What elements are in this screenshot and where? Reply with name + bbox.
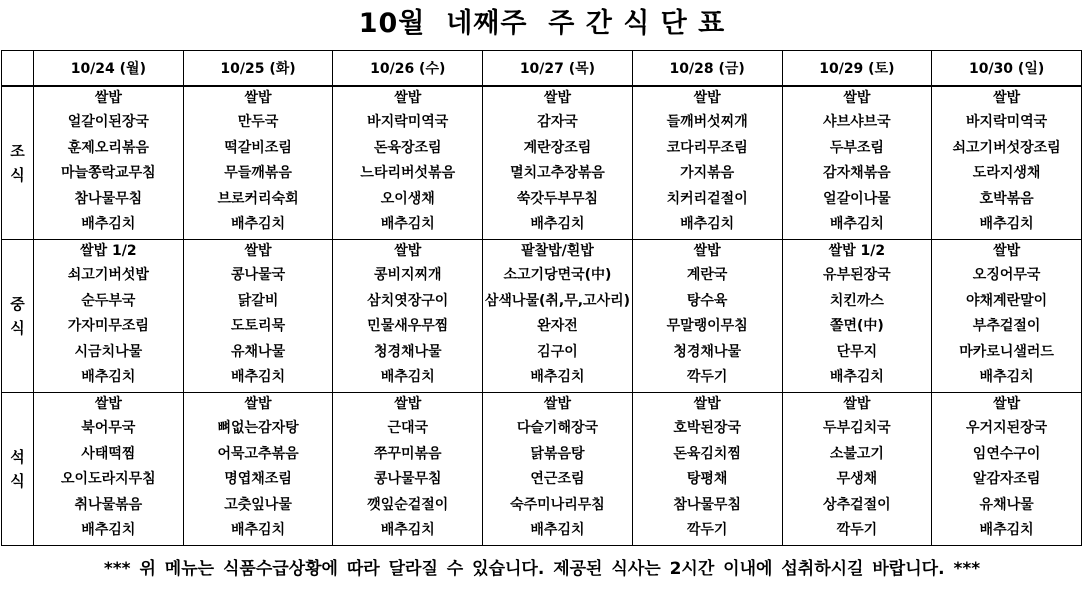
meal-label-char: 석 — [10, 448, 25, 466]
menu-item: 브로커리숙회 — [217, 190, 299, 207]
menu-item: 쌀밥 — [843, 396, 871, 412]
menu-item: 삼치엿장구이 — [367, 292, 449, 309]
menu-item: 고춧잎나물 — [224, 496, 292, 513]
menu-item: 만두국 — [237, 114, 279, 130]
menu-item: 계란장조림 — [523, 139, 592, 156]
menu-item: 콩나물무침 — [373, 471, 442, 487]
menu-item: 김구이 — [537, 343, 578, 360]
menu-cell — [782, 240, 932, 393]
breakfast-label — [2, 86, 34, 240]
menu-item: 멸치고추장볶음 — [510, 165, 605, 181]
menu-item: 배추김치 — [829, 216, 884, 232]
menu-cell — [333, 393, 483, 546]
day-header: 10/26 (수) — [333, 51, 483, 87]
menu-item: 깍두기 — [686, 369, 728, 385]
menu-item: 호박된장국 — [673, 420, 741, 436]
menu-item: 쌀밥 — [693, 243, 721, 259]
menu-item: 도토리묵 — [231, 318, 286, 334]
menu-item: 배추김치 — [829, 369, 884, 385]
menu-item: 취나물볶음 — [74, 496, 143, 513]
breakfast-row — [2, 86, 1082, 240]
menu-item: 쌀밥 — [94, 90, 122, 106]
menu-cell — [632, 240, 782, 393]
menu-item: 오이도라지무침 — [61, 471, 156, 487]
menu-item: 마카로니샐러드 — [959, 343, 1054, 360]
menu-item: 배추김치 — [81, 369, 136, 385]
menu-item: 배추김치 — [81, 522, 136, 538]
menu-item: 배추김치 — [81, 216, 136, 232]
menu-item: 쌀밥 — [244, 243, 272, 259]
menu-item: 깍두기 — [686, 522, 728, 538]
menu-item: 얼갈이나물 — [823, 190, 891, 207]
menu-item: 우거지된장국 — [966, 420, 1048, 436]
menu-item: 배추김치 — [530, 522, 585, 538]
day-header: 10/29 (토) — [782, 51, 932, 87]
menu-item: 참나물무침 — [673, 496, 741, 513]
menu-item: 쌀밥 — [693, 396, 721, 412]
menu-item: 쌀밥 — [993, 396, 1021, 412]
meal-label-char: 식 — [10, 166, 25, 184]
menu-item: 근대국 — [387, 420, 429, 436]
menu-cell — [932, 393, 1082, 546]
menu-item: 부추겉절이 — [972, 318, 1041, 334]
menu-item: 배추김치 — [380, 522, 435, 538]
menu-item: 계란국 — [686, 267, 728, 283]
menu-item: 무들깨볶음 — [224, 165, 292, 181]
menu-item: 배추김치 — [380, 216, 435, 232]
menu-item: 얼갈이된장국 — [67, 114, 149, 130]
page-title: 10월 네째주 주 간 식 단 표 — [358, 8, 726, 39]
menu-item: 쌀밥 — [394, 90, 422, 106]
menu-item: 쌀밥 — [244, 90, 272, 106]
menu-item: 참나물무침 — [74, 190, 143, 207]
menu-item: 쑥갓두부무침 — [516, 190, 599, 207]
dinner-row — [2, 393, 1082, 546]
menu-item: 유부된장국 — [823, 267, 891, 283]
menu-item: 쌀밥 — [394, 396, 422, 412]
menu-item: 닭갈비 — [237, 292, 279, 309]
menu-item: 순두부국 — [81, 292, 136, 309]
menu-item: 도라지생채 — [972, 165, 1041, 181]
menu-item: 소고기당면국(中) — [503, 267, 612, 283]
menu-item: 돈육김치찜 — [673, 445, 741, 462]
menu-item: 쌀밥 — [394, 243, 422, 259]
menu-item: 쌀밥 1/2 — [828, 243, 886, 259]
menu-item: 오이생채 — [380, 190, 435, 207]
menu-item: 청경채나물 — [673, 343, 741, 360]
menu-item: 돈육장조림 — [373, 139, 442, 156]
meal-label-char: 중 — [10, 295, 25, 313]
menu-item: 치커리겉절이 — [666, 190, 748, 207]
meal-label-char: 식 — [10, 319, 25, 337]
day-header: 10/28 (금) — [632, 51, 782, 87]
menu-cell — [34, 393, 184, 546]
menu-item: 쌀밥 — [244, 396, 272, 412]
menu-item: 샤브샤브국 — [823, 114, 891, 130]
menu-item: 쌀밥 — [543, 396, 571, 412]
menu-cell — [333, 86, 483, 240]
menu-item: 무생채 — [836, 471, 878, 487]
menu-cell — [34, 86, 184, 240]
menu-item: 치킨까스 — [829, 292, 884, 309]
menu-cell — [932, 240, 1082, 393]
menu-cell — [483, 393, 633, 546]
menu-item: 쌀밥 — [993, 90, 1021, 106]
menu-cell — [183, 240, 333, 393]
menu-item: 쇠고기버섯밥 — [67, 267, 149, 283]
menu-item: 콩비지찌개 — [373, 267, 442, 283]
menu-item: 배추김치 — [231, 369, 286, 385]
menu-item: 북어무국 — [81, 420, 136, 436]
menu-item: 콩나물국 — [231, 267, 286, 283]
meal-label-char: 조 — [10, 142, 25, 160]
menu-item: 완자전 — [537, 318, 578, 334]
menu-item: 훈제오리볶음 — [67, 139, 149, 156]
menu-item: 어묵고추볶음 — [217, 445, 299, 462]
menu-item: 쇠고기버섯장조림 — [952, 139, 1061, 156]
menu-cell — [483, 86, 633, 240]
menu-item: 숙주미나리무침 — [510, 496, 605, 513]
menu-item: 닭볶음탕 — [530, 445, 585, 462]
day-header: 10/30 (일) — [932, 51, 1082, 87]
menu-item: 호박볶음 — [979, 190, 1034, 207]
day-header: 10/24 (월) — [34, 51, 184, 87]
menu-item: 유채나물 — [231, 343, 286, 360]
dinner-label — [2, 393, 34, 546]
menu-cell — [34, 240, 184, 393]
menu-item: 시금치나물 — [74, 343, 143, 360]
menu-item: 쫄면(中) — [829, 318, 884, 334]
menu-item: 소불고기 — [829, 445, 884, 462]
menu-item: 쌀밥 — [693, 90, 721, 106]
menu-item: 떡갈비조림 — [224, 139, 292, 156]
day-header: 10/25 (화) — [183, 51, 333, 87]
menu-item: 배추김치 — [979, 522, 1034, 538]
meal-label-char: 식 — [10, 472, 25, 490]
menu-cell — [782, 393, 932, 546]
menu-item: 가지볶음 — [680, 165, 735, 181]
menu-item: 두부김치국 — [823, 420, 891, 436]
menu-item: 바지락미역국 — [966, 114, 1048, 130]
menu-item: 다슬기해장국 — [516, 420, 599, 436]
lunch-row — [2, 240, 1082, 393]
lunch-label — [2, 240, 34, 393]
footer-notice: *** 위 메뉴는 식품수급상황에 따라 달라질 수 있습니다. 제공된 식사는 2시간 이내에 섭취하시길 바랍니다. *** — [103, 559, 981, 579]
menu-item: 뼈없는감자탕 — [217, 420, 299, 436]
menu-item: 쌀밥 — [543, 90, 571, 106]
menu-item: 감자국 — [537, 114, 578, 130]
menu-item: 청경채나물 — [373, 343, 442, 360]
menu-item: 단무지 — [836, 343, 878, 360]
menu-item: 사태떡찜 — [81, 445, 136, 462]
menu-item: 탕수육 — [686, 292, 728, 309]
menu-item: 알감자조림 — [972, 471, 1041, 487]
menu-cell — [632, 393, 782, 546]
menu-cell — [782, 86, 932, 240]
menu-item: 마늘쫑락교무침 — [61, 165, 156, 181]
menu-item: 쌀밥 — [94, 396, 122, 412]
menu-item: 코다리무조림 — [666, 139, 748, 156]
menu-item: 감자채볶음 — [823, 165, 891, 181]
header-row — [2, 51, 1082, 87]
menu-item: 배추김치 — [231, 522, 286, 538]
menu-item: 팥찰밥/흰밥 — [521, 243, 594, 259]
menu-cell — [483, 240, 633, 393]
menu-item: 연근조림 — [530, 471, 585, 487]
menu-item: 배추김치 — [231, 216, 286, 232]
menu-item: 깻잎순겉절이 — [367, 496, 449, 513]
menu-cell — [632, 86, 782, 240]
menu-cell — [183, 393, 333, 546]
day-header: 10/27 (목) — [483, 51, 633, 87]
menu-item: 삼색나물(취,무,고사리) — [484, 292, 631, 309]
menu-item: 오징어무국 — [972, 267, 1041, 283]
menu-item: 느타리버섯볶음 — [360, 165, 456, 181]
corner-cell — [2, 51, 34, 87]
menu-item: 가자미무조림 — [67, 318, 149, 334]
menu-cell — [183, 86, 333, 240]
menu-item: 배추김치 — [979, 216, 1034, 232]
menu-item: 배추김치 — [530, 369, 585, 385]
menu-item: 배추김치 — [979, 369, 1034, 385]
menu-item: 무말랭이무침 — [666, 318, 748, 334]
menu-item: 쌀밥 — [993, 243, 1021, 259]
menu-cell — [333, 240, 483, 393]
menu-item: 배추김치 — [530, 216, 585, 232]
menu-item: 배추김치 — [380, 369, 435, 385]
menu-cell — [932, 86, 1082, 240]
menu-item: 깍두기 — [836, 522, 878, 538]
menu-item: 유채나물 — [979, 496, 1034, 513]
menu-item: 임연수구이 — [972, 445, 1041, 462]
menu-item: 탕평채 — [686, 471, 728, 487]
menu-item: 두부조림 — [829, 139, 884, 156]
menu-item: 상추겉절이 — [823, 496, 891, 513]
menu-item: 쌀밥 — [843, 90, 871, 106]
weekly-menu-table — [1, 50, 1082, 546]
menu-item: 들깨버섯찌개 — [666, 114, 748, 130]
menu-item: 명엽채조림 — [224, 471, 292, 487]
menu-item: 야채계란말이 — [966, 292, 1048, 309]
menu-item: 쭈꾸미볶음 — [373, 445, 442, 462]
menu-item: 민물새우무찜 — [367, 318, 449, 334]
menu-item: 배추김치 — [680, 216, 735, 232]
menu-item: 바지락미역국 — [367, 114, 449, 130]
menu-item: 쌀밥 1/2 — [80, 243, 137, 259]
